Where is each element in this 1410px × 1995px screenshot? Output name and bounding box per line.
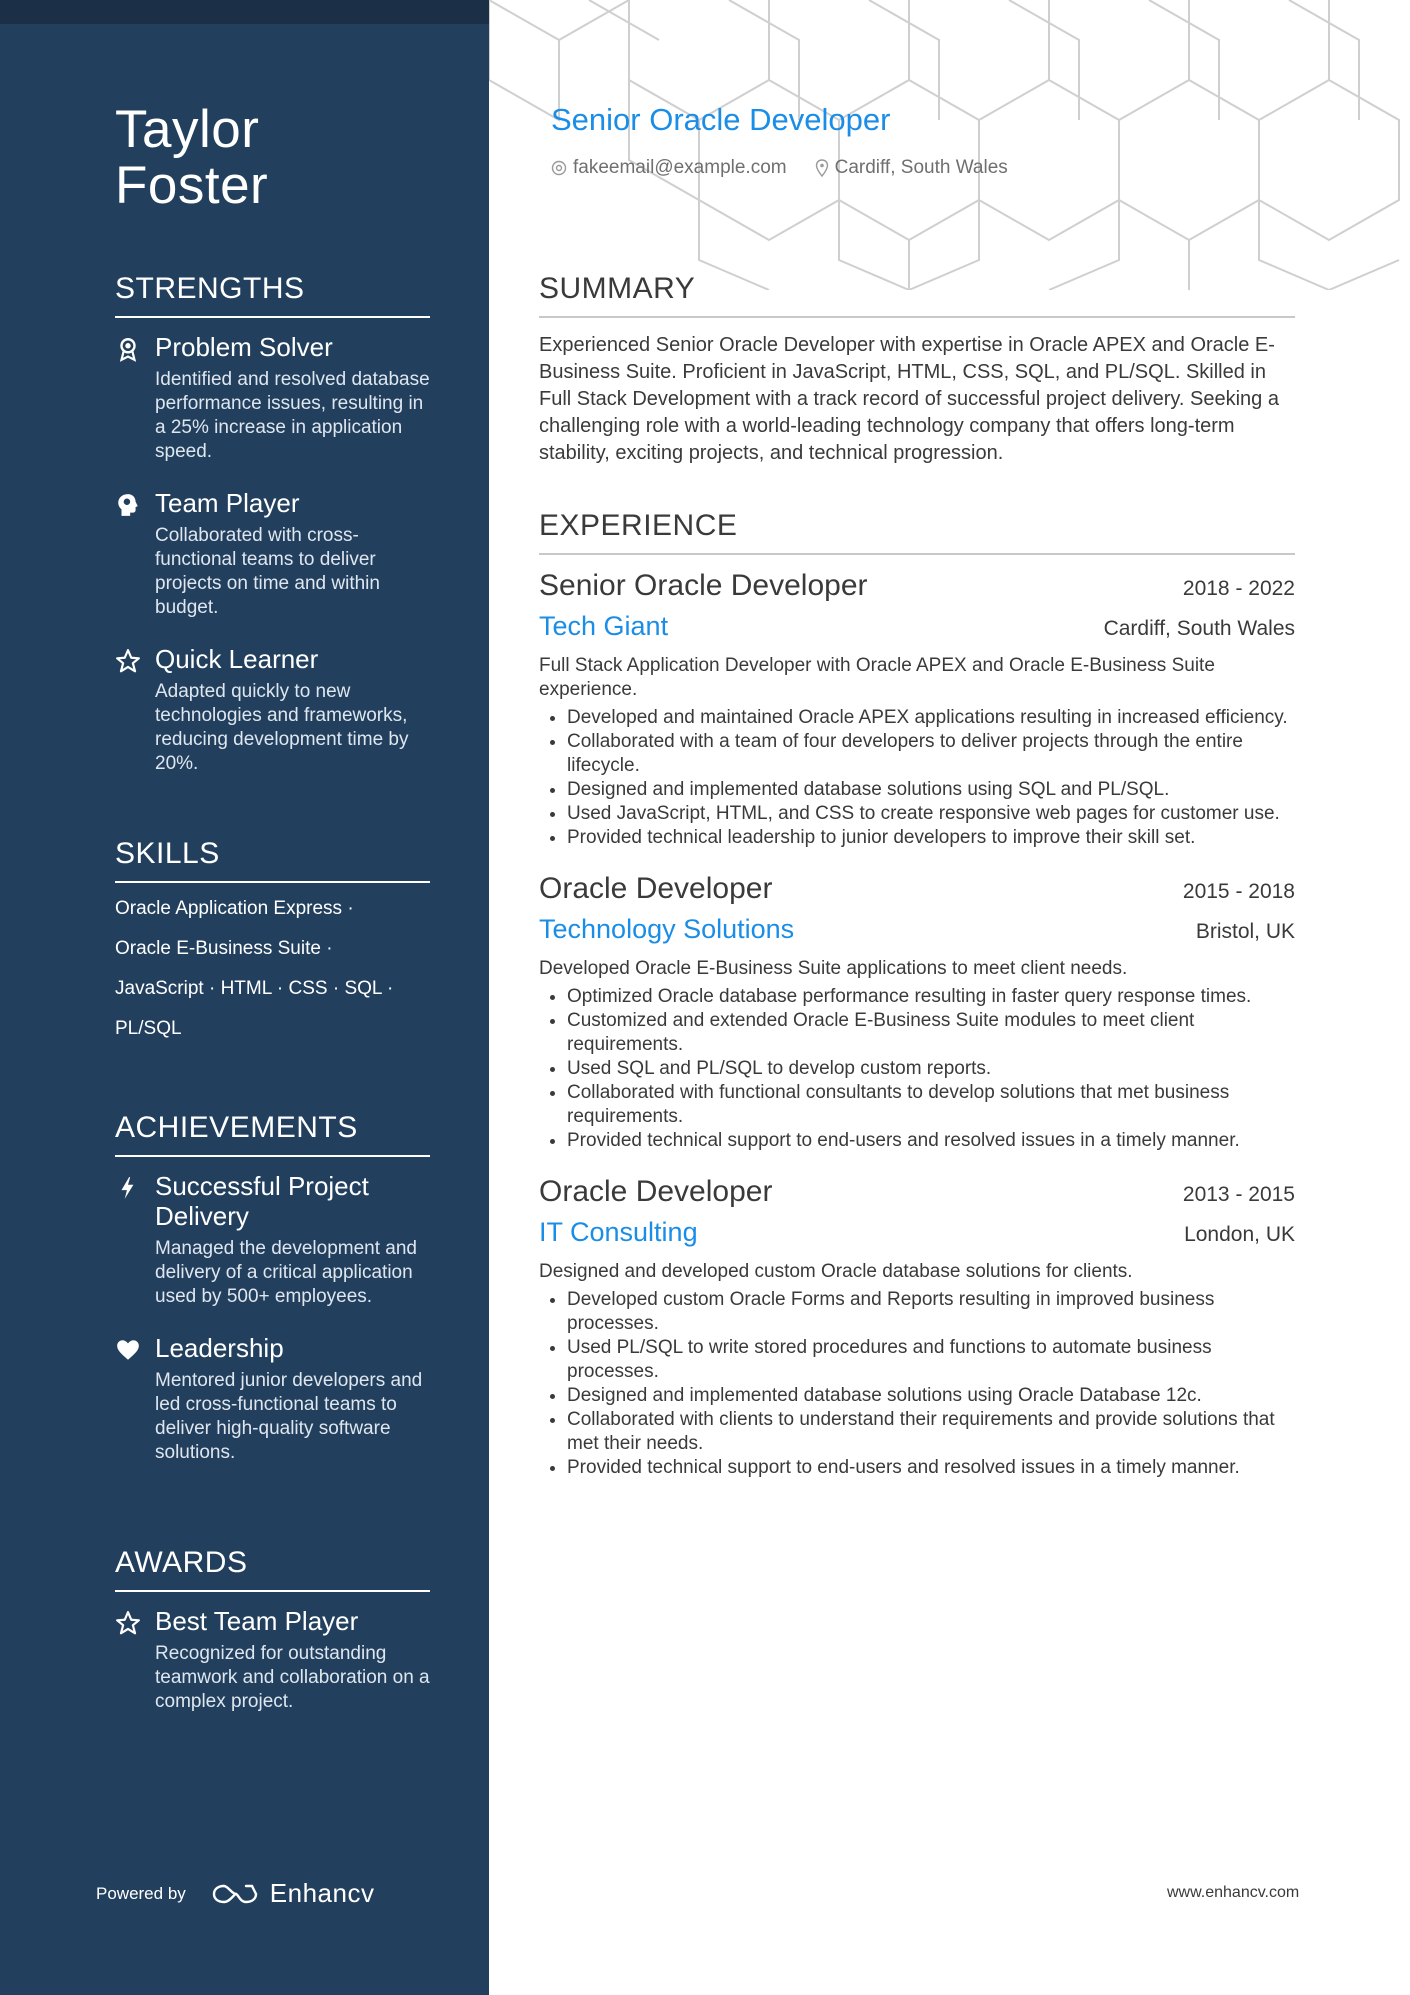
heart-icon xyxy=(115,1337,141,1363)
strength-item xyxy=(115,332,430,464)
last-name: Foster xyxy=(115,156,269,215)
skills-line: JavaScript · HTML · CSS · SQL · xyxy=(115,978,394,999)
strength-desc: Identified and resolved database performance issues, resulting in a 25% increase in application speed. xyxy=(155,369,430,462)
exp-role: Oracle Developer xyxy=(539,872,773,905)
strength-item xyxy=(115,488,430,620)
exp-bullet: • Developed custom Oracle Forms and Reports resulting in improved business processes. xyxy=(567,1288,1295,1336)
achievement-item xyxy=(115,1171,430,1309)
star-icon xyxy=(115,648,141,674)
exp-bullet: • Provided technical leadership to junior developers to improve their skill set. xyxy=(567,826,1295,850)
achievements-section xyxy=(115,1111,430,1489)
exp-dates: 2013 - 2015 xyxy=(1182,1183,1295,1206)
skills-line: Oracle Application Express · xyxy=(115,898,354,919)
main-column xyxy=(539,272,1295,1502)
exp-bullet: • Used PL/SQL to write stored procedures and functions to automate business processes. xyxy=(567,1336,1295,1384)
skills-section xyxy=(115,837,430,1057)
strengths-heading: STRENGTHS xyxy=(115,272,430,318)
exp-description: Developed Oracle E-Business Suite applications to meet client needs. xyxy=(539,958,1128,979)
exp-bullet: • Developed and maintained Oracle APEX applications resulting in increased efficiency. xyxy=(567,706,1295,730)
at-icon xyxy=(551,160,567,176)
exp-company: Tech Giant xyxy=(539,611,669,641)
achievement-title: Leadership xyxy=(155,1333,284,1363)
achievement-title: Successful Project Delivery xyxy=(155,1171,369,1231)
brand-logo[interactable] xyxy=(212,1878,375,1909)
exp-bullet: • Optimized Oracle database performance resulting in faster query response times. xyxy=(567,985,1295,1009)
achievement-desc: Managed the development and delivery of a critical application used by 500+ employees. xyxy=(155,1238,417,1307)
awards-heading: AWARDS xyxy=(115,1546,430,1592)
award-item xyxy=(115,1606,430,1714)
exp-dates: 2018 - 2022 xyxy=(1182,577,1295,600)
exp-bullet: • Collaborated with functional consultants to develop solutions that met business requirements. xyxy=(567,1081,1295,1129)
exp-bullets xyxy=(539,985,1295,1153)
strength-desc: Adapted quickly to new technologies and frameworks, reducing development time by 20%. xyxy=(155,681,409,774)
experience-entry xyxy=(539,872,1295,1153)
star-icon xyxy=(115,1610,141,1636)
strengths-section xyxy=(115,272,430,800)
strength-item xyxy=(115,644,430,776)
email-contact[interactable] xyxy=(551,157,787,179)
exp-dates: 2015 - 2018 xyxy=(1182,880,1295,903)
experience-section xyxy=(539,509,1295,1480)
exp-bullet: • Used JavaScript, HTML, and CSS to create responsive web pages for customer use. xyxy=(567,802,1295,826)
exp-location: Cardiff, South Wales xyxy=(1103,617,1295,640)
exp-bullet: • Provided technical support to end-users and resolved issues in a timely manner. xyxy=(567,1456,1295,1480)
awards-section xyxy=(115,1546,430,1738)
exp-bullet: • Provided technical support to end-users and resolved issues in a timely manner. xyxy=(567,1129,1295,1153)
skills-line: Oracle E-Business Suite · xyxy=(115,938,333,959)
exp-bullet: • Designed and implemented database solutions using Oracle Database 12c. xyxy=(567,1384,1295,1408)
exp-role: Oracle Developer xyxy=(539,1175,773,1208)
exp-role: Senior Oracle Developer xyxy=(539,569,868,602)
achievements-heading: ACHIEVEMENTS xyxy=(115,1111,430,1157)
experience-entry xyxy=(539,1175,1295,1480)
location-pin-icon xyxy=(815,159,829,177)
award-desc: Recognized for outstanding teamwork and collaboration on a complex project. xyxy=(155,1643,430,1712)
exp-bullet: • Collaborated with clients to understand their requirements and provide solutions that met their needs. xyxy=(567,1408,1295,1456)
strength-desc: Collaborated with cross-functional teams to deliver projects on time and within budget. xyxy=(155,525,380,618)
skills-heading: SKILLS xyxy=(115,837,430,883)
email-text: fakeemail@example.com xyxy=(573,157,787,178)
exp-bullets xyxy=(539,1288,1295,1480)
strength-title: Quick Learner xyxy=(155,644,319,674)
experience-heading: EXPERIENCE xyxy=(539,509,1295,555)
brand-name: Enhancv xyxy=(269,1878,375,1908)
exp-bullet: • Customized and extended Oracle E-Business Suite modules to meet client requirements. xyxy=(567,1009,1295,1057)
summary-text: Experienced Senior Oracle Developer with expertise in Oracle APEX and Oracle E-Business Suite. Proficient in JavaScript, HTML, CSS, SQL, and PL/SQL. Skilled in Full Stack Development with a track record of successful project delivery. Seeking a challenging role with a world-leading technology company that offers long-term stability, exciting projects, and technical progression. xyxy=(539,334,1279,464)
enhancv-logo-icon xyxy=(212,1882,258,1906)
achievement-item xyxy=(115,1333,430,1465)
exp-description: Full Stack Application Developer with Oracle APEX and Oracle E-Business Suite experience. xyxy=(539,655,1215,700)
decorative-pattern xyxy=(489,0,1410,290)
exp-bullet: • Used SQL and PL/SQL to develop custom reports. xyxy=(567,1057,1295,1081)
exp-description: Designed and developed custom Oracle database solutions for clients. xyxy=(539,1261,1133,1282)
summary-heading: SUMMARY xyxy=(539,272,1295,318)
strength-title: Problem Solver xyxy=(155,332,333,362)
location-text: Cardiff, South Wales xyxy=(834,157,1008,178)
award-icon xyxy=(115,336,141,362)
contact-row xyxy=(551,157,1036,179)
powered-by-footer xyxy=(96,1878,374,1909)
first-name: Taylor xyxy=(115,100,260,159)
header-job-title: Senior Oracle Developer xyxy=(551,102,891,137)
location-contact xyxy=(815,157,1008,179)
exp-bullet: • Designed and implemented database solutions using SQL and PL/SQL. xyxy=(567,778,1295,802)
strength-title: Team Player xyxy=(155,488,300,518)
sidebar-top-bar xyxy=(0,0,489,24)
exp-location: Bristol, UK xyxy=(1195,920,1295,943)
experience-entry xyxy=(539,569,1295,850)
exp-company: IT Consulting xyxy=(539,1217,698,1247)
exp-location: London, UK xyxy=(1184,1223,1295,1246)
powered-by-label: Powered by xyxy=(96,1883,186,1903)
skills-line: PL/SQL xyxy=(115,1018,182,1039)
exp-bullets xyxy=(539,706,1295,850)
achievement-desc: Mentored junior developers and led cross-functional teams to deliver high-quality software solutions. xyxy=(155,1370,423,1463)
summary-section xyxy=(539,272,1295,467)
sidebar xyxy=(0,0,489,1995)
website-link[interactable]: www.enhancv.com xyxy=(1167,1884,1300,1901)
head-icon xyxy=(115,492,141,518)
award-title: Best Team Player xyxy=(155,1606,359,1636)
candidate-name xyxy=(115,102,455,214)
exp-bullet: • Collaborated with a team of four developers to deliver projects through the entire lifecycle. xyxy=(567,730,1295,778)
exp-company: Technology Solutions xyxy=(539,914,795,944)
bolt-icon xyxy=(115,1175,141,1201)
